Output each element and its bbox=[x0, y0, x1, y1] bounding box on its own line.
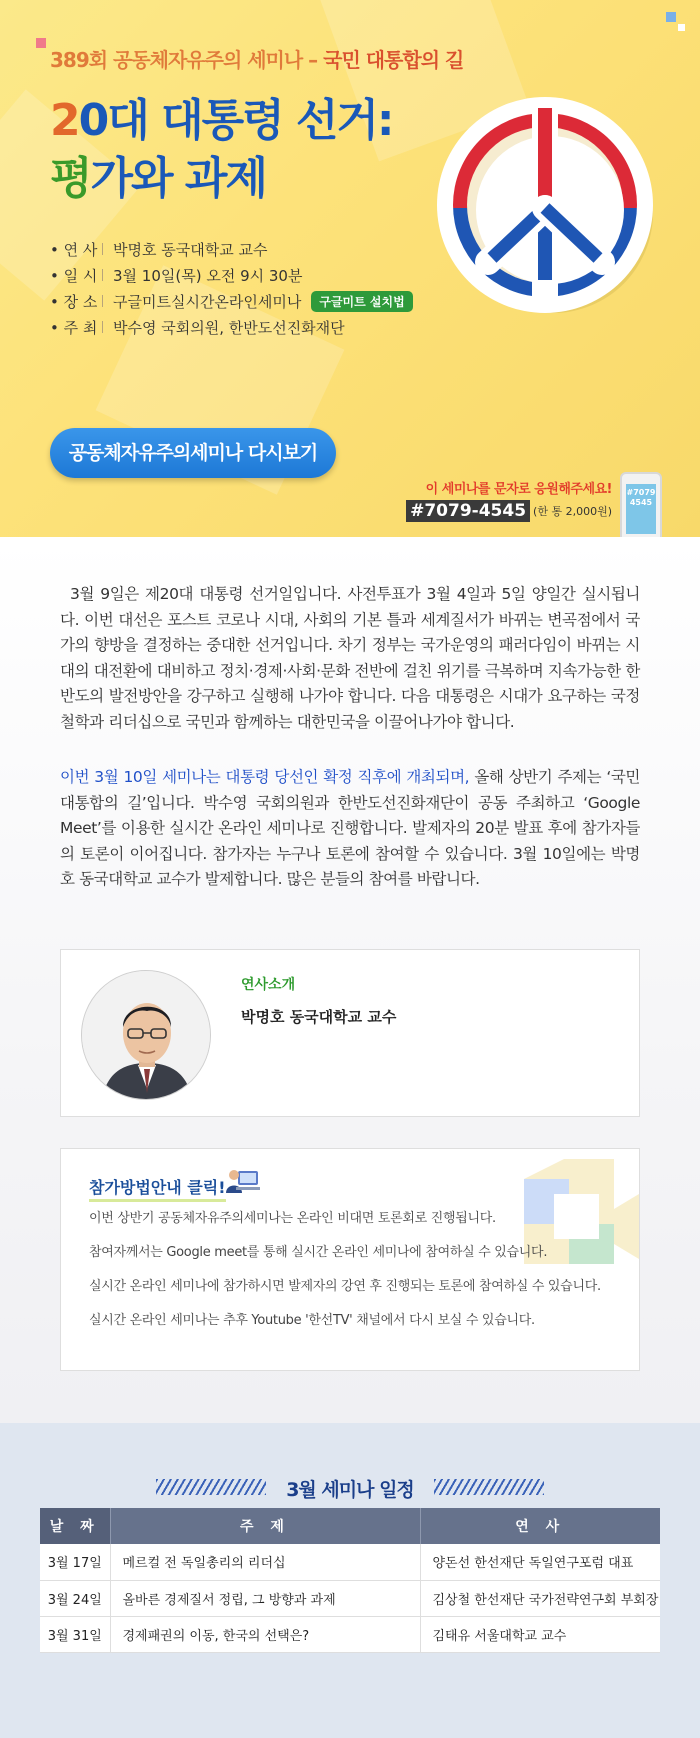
schedule-date: 3월 17일 bbox=[40, 1544, 110, 1580]
speaker-name: 박명호 동국대학교 교수 bbox=[241, 1008, 397, 1026]
speaker-card bbox=[60, 949, 640, 1117]
guide-line: 실시간 온라인 세미나에 참가하시면 발제자의 강연 후 진행되는 토론에 참여하실 수 있습니다. bbox=[89, 1279, 601, 1294]
speaker-avatar bbox=[81, 970, 211, 1100]
info-row-speaker: • 연 사 박명호 동국대학교 교수 bbox=[50, 240, 268, 259]
deco-square bbox=[666, 12, 676, 22]
participation-guide bbox=[60, 1148, 640, 1371]
page-title: 20대 대통령 선거: 평가와 과제 bbox=[50, 95, 393, 204]
sms-price-note: (한 통 2,000원) bbox=[533, 505, 612, 518]
speaker-heading: 연사소개 bbox=[241, 977, 296, 993]
deco-square bbox=[36, 38, 46, 48]
intro-paragraph-1: 3월 9일은 제20대 대통령 선거일입니다. 사전투표가 3월 4일과 5일 양일간 실시됩니다. 이번 대선은 포스트 코로나 시대, 사회의 기본 틀과 세계질서가 바뀌는 변곡점에서 국가의 향방을 결정하는 중대한 선거입니다. 차기 정부는 국가운영의 패러다임이 바뀌는 시대의 대전환에 대비하고 정치·경제·사회·문화 전반에 걸친 위기를 극복하며 지속가능한 한반도의 발전방안을 강구하고 실행해 나가야 합니다. 다음 대통령은 시대가 요구하는 국정철학과 리더십으로 국민과 함께하는 대한민국을 이끌어나가야 합니다. bbox=[60, 585, 640, 731]
guide-line: 참여자께서는 Google meet를 통해 실시간 온라인 세미나에 참여하실 수 있습니다. bbox=[89, 1245, 548, 1260]
guide-line: 이번 상반기 공동체자유주의세미나는 온라인 비대면 토론회로 진행됩니다. bbox=[89, 1211, 496, 1226]
sms-number-row bbox=[406, 500, 612, 522]
seminar-subtitle: 389회 공동체자유주의 세미나 – 국민 대통합의 길 bbox=[50, 48, 464, 72]
schedule-table bbox=[40, 1508, 660, 1653]
schedule-date: 3월 24일 bbox=[40, 1580, 110, 1616]
column-header-speaker: 연 사 bbox=[420, 1508, 660, 1544]
guide-text bbox=[89, 1207, 601, 1343]
event-info bbox=[50, 236, 413, 340]
schedule-section bbox=[0, 1423, 700, 1738]
column-header-date: 날 짜 bbox=[40, 1508, 110, 1544]
info-row-datetime: • 일 시 3월 10일(목) 오전 9시 30분 bbox=[50, 266, 303, 285]
info-row-host: • 주 최 박수영 국회의원, 한반도선진화재단 bbox=[50, 318, 345, 337]
schedule-speaker: 김상철 한선재단 국가전략연구회 부회장 bbox=[420, 1580, 660, 1616]
schedule-topic: 올바른 경제질서 정립, 그 방향과 과제 bbox=[110, 1580, 420, 1616]
schedule-speaker: 양돈선 한선재단 독일연구포럼 대표 bbox=[420, 1544, 660, 1580]
schedule-speaker: 김태유 서울대학교 교수 bbox=[420, 1616, 660, 1652]
google-meet-install-button[interactable]: 구글미트 설치법 bbox=[311, 291, 412, 312]
phone-icon bbox=[620, 472, 662, 537]
intro-highlight: 이번 3월 10일 세미나는 대통령 당선인 확정 직후에 개최되며, bbox=[60, 768, 470, 786]
schedule-title-bar bbox=[0, 1471, 700, 1501]
table-row bbox=[40, 1616, 660, 1652]
schedule-date: 3월 31일 bbox=[40, 1616, 110, 1652]
schedule-topic: 경제패권의 이동, 한국의 선택은? bbox=[110, 1616, 420, 1652]
sms-support-text: 이 세미나를 문자로 응원해주세요! bbox=[425, 482, 612, 497]
sms-number: #7079-4545 bbox=[406, 500, 530, 522]
hero-banner bbox=[0, 0, 700, 537]
computer-user-icon bbox=[226, 1167, 260, 1195]
table-row bbox=[40, 1544, 660, 1580]
table-row bbox=[40, 1580, 660, 1616]
schedule-topic: 메르컬 전 독일총리의 리더십 bbox=[110, 1544, 420, 1580]
intro-paragraph-2: 이번 3월 10일 세미나는 대통령 당선인 확정 직후에 개최되며, 올해 상반기 주제는 ‘국민 대통합의 길’입니다. 박수영 국회의원과 한반도선진화재단이 공동 주최하고 ‘Google Meet’를 이용한 실시간 온라인 세미나로 진행합니다. 발제자의 20분 발표 후에 참가자들의 토론이 이어집니다. 참가자는 누구나 토론에 참여할 수 있습니다. 3월 10일에는 박명호 동국대학교 교수가 발제합니다. 많은 분들의 참여를 바랍니다. bbox=[60, 768, 640, 888]
replay-seminar-button[interactable]: 공동체자유주의세미나 다시보기 bbox=[50, 428, 336, 478]
phone-screen-text: #7079 4545 bbox=[626, 484, 656, 534]
guide-line: 실시간 온라인 세미나는 추후 Youtube '한선TV' 채널에서 다시 보실 수 있습니다. bbox=[89, 1313, 535, 1328]
info-row-location: • 장 소 구글미트실시간온라인세미나 구글미트 설치법 bbox=[50, 288, 413, 314]
schedule-title: 3월 세미나 일정 bbox=[286, 1479, 414, 1501]
deco-square bbox=[678, 24, 685, 31]
column-header-topic: 주 제 bbox=[110, 1508, 420, 1544]
table-header-row bbox=[40, 1508, 660, 1544]
participation-guide-link[interactable]: 참가방법안내 클릭! bbox=[89, 1175, 226, 1202]
peace-sign-icon bbox=[430, 90, 660, 320]
